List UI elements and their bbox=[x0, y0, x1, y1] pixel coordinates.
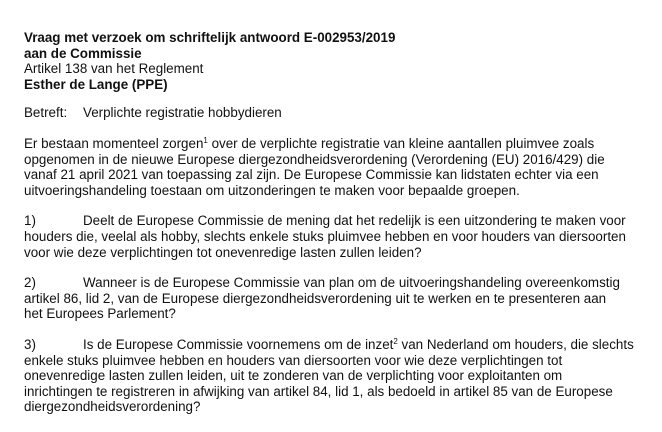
recipient: aan de Commissie bbox=[24, 45, 142, 61]
subject-text: Verplichte registratie hobbydieren bbox=[83, 105, 282, 121]
question-text-line: onevenredige lasten zullen leiden, uit te zonderen van de verplichting voor exploitanten om bbox=[24, 368, 563, 384]
intro-line: Er bestaan momenteel zorgen$^1$ over de verplichte registratie van kleine aantallen pluimvee zoals bbox=[24, 135, 595, 151]
question-text-line: Deelt de Europese Commissie de mening dat het redelijk is een uitzondering te maken voor bbox=[83, 213, 626, 229]
subject-line bbox=[24, 105, 646, 121]
question-1 bbox=[24, 213, 646, 260]
question-3: 3) Is de Europese Commissie voornemens om de inzet$^2$ van Nederland om houders, die slechts enkele stuks pluimvee hebben en houders van diersoorten voor wie deze verplichtingen tot onevenredige lasten zullen leiden, uit te zonderen van de verplichting voor exploitanten om inrichtingen te registreren in afwijking van artikel 84, lid 1, als bedoeld in artikel 85 van de Europese diergezondheidsverordening? bbox=[24, 337, 646, 415]
footnote-marker-1[interactable]: 1 bbox=[203, 135, 208, 145]
document-title: Vraag met verzoek om schriftelijk antwoord E-002953/2019 bbox=[24, 30, 396, 45]
question-text-line: Is de Europese Commissie voornemens om de inzet bbox=[83, 336, 394, 352]
document-page bbox=[24, 30, 646, 415]
question-text-line: Wanneer is de Europese Commissie van plan om de uitvoeringshandeling overeenkomstig bbox=[83, 275, 620, 291]
question-number: 2) bbox=[24, 275, 36, 291]
question-number: 3) bbox=[24, 336, 36, 352]
rule-reference: Artikel 138 van het Reglement bbox=[24, 61, 204, 77]
intro-line: vanaf 21 april 2021 van toepassing zal zijn. De Europese Commissie kan lidstaten echter via een bbox=[24, 167, 599, 183]
question-text-line: voor wie deze verplichtingen tot onevenredige lasten zullen leiden? bbox=[24, 244, 422, 260]
question-number: 1) bbox=[24, 213, 36, 229]
question-text-line: houders die, veelal als hobby, slechts enkele stuks pluimvee hebben en voor houders van diersoorten bbox=[24, 228, 626, 244]
question-2 bbox=[24, 275, 646, 322]
question-text-line: diergezondheidsverordening? bbox=[24, 399, 201, 415]
intro-line: uitvoeringshandeling toestaan om uitzonderingen te maken voor bepaalde groepen. bbox=[24, 182, 520, 198]
footnote-marker-2[interactable]: 2 bbox=[393, 336, 398, 346]
question-text-line: artikel 86, lid 2, van de Europese diergezondheidsverordening uit te werken en te presenteren aan bbox=[24, 290, 607, 306]
author: Esther de Lange (PPE) bbox=[24, 76, 168, 92]
question-text-line: het Europees Parlement? bbox=[24, 306, 176, 322]
subject-label: Betreft: bbox=[24, 105, 68, 121]
question-text-line: inrichtingen te registreren in afwijking van artikel 84, lid 1, als bedoeld in artikel 85 van de Europese bbox=[24, 383, 613, 399]
intro-paragraph bbox=[24, 136, 646, 198]
question-text-line: enkele stuks pluimvee hebben en houders van diersoorten voor wie deze verplichtingen tot bbox=[24, 352, 563, 368]
intro-line: opgenomen in de nieuwe Europese diergezondheidsverordening (Verordening (EU) 2016/429) die bbox=[24, 151, 605, 167]
